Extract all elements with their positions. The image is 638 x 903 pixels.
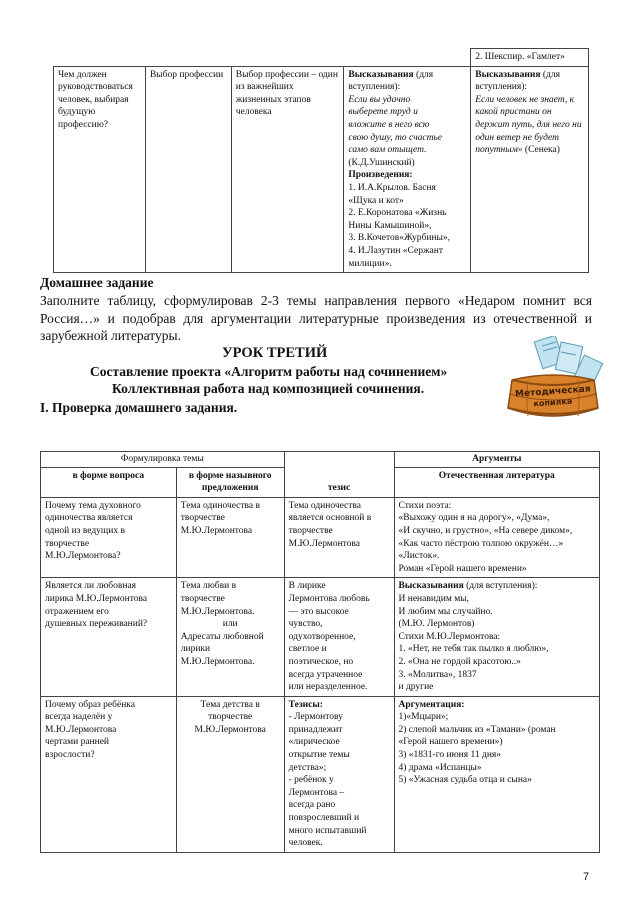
as-question-header: в форме вопроса [41,467,177,497]
project-title: Составление проекта «Алгоритм работы над сочинением» [90,364,448,379]
as-nominal-header: в форме назывного предложения [176,467,284,497]
quote-2: какой пристани он [475,107,552,118]
row3-arguments: Аргументация: 1)«Мцыри»; 2) слепой мальчик из «Тамани» (роман «Герой нашего времени») 3) «1831-го июня 11 дня» 4) драма «Испанцы» 5) «Ужасная судьба отца и сына» [394,696,600,852]
quote-2: выберете труд и [348,107,418,118]
row3-question: Почему образ ребёнка всегда наделён у М.Ю.Лермонтова чертами ранней взрослости? [41,696,177,852]
row1-arguments: Стихи поэта: «Выхожу один я на дорогу», «Дума», «И скучно, и грустно», «На севере диком», «Как часто пёстрою толпою окружён…» «Листок». Роман «Герой нашего времени» [394,497,600,578]
domestic-lit-header: Отечественная литература [394,467,600,497]
row1-thesis: Тема одиночества является основной в творчестве М.Ю.Лермонтова [284,497,394,578]
row2-arguments: Высказывания (для вступления): И ненавидим мы, И любим мы случайно. (М.Ю. Лермонтов) Стихи М.Ю.Лермонтова: 1. «Нет, не тебя так пылко я люблю», 2. «Она не гордой красотою..» 3. «Молитва», 1837 и другие [394,578,600,696]
quotes-note: (для вступления): [475,69,560,93]
row2-nominal: Тема любви в творчестве М.Ю.Лермонтова. или Адресаты любовной лирики М.Ю.Лермонтова. [176,578,284,696]
work-line: 4. И.Лазутин «Сержант [348,245,443,256]
arguments-header: Аргументы [394,452,600,468]
career-question-cell: Чем должен руководствоваться человек, выбирая будущую профессию? [54,66,146,273]
lesson-title: УРОК ТРЕТИЙ [222,345,328,361]
career-domestic-cell [344,66,471,273]
work-line: 3. В.Кочетов«Журбины», [348,233,451,244]
page-number: 7 [583,871,590,883]
quote-1: Если человек не знает, к [475,94,575,105]
works-label: Произведения: [348,170,413,181]
work-line: милиции». [348,258,392,269]
barrel-label-1: Методическая [514,384,591,400]
quotes-label: Высказывания [348,69,414,80]
barrel-illustration [498,336,608,436]
homework-text: Заполните таблицу, сформулировав 2-3 темы направления первого «Недаром помнит вся Россия…» и подобрав для аргументации литературные произведения из отечественной и зарубежной литературы. [40,293,592,343]
row1-nominal: Тема одиночества в творчестве М.Ю.Лермонтова [176,497,284,578]
quote-5: попутным» [475,145,523,156]
work-line: «Щука и кот» [348,195,404,206]
quote-4: один ветер не будет [475,132,559,143]
quotes-label: Высказывания [475,69,541,80]
section-title: I. Проверка домашнего задания. [40,400,238,415]
quotes-note: (для вступления): [348,69,434,93]
quote-author: (Сенека) [524,145,560,156]
quote-4: свою душу, то счастье [348,132,442,143]
quote-5: само вам отыщет. [348,145,427,156]
thesis-header: тезис [284,452,394,498]
row3-nominal: Тема детства в творчестве М.Ю.Лермонтова [176,696,284,852]
career-thesis-cell: Выбор профессии – один из важнейших жизненных этапов человека [231,66,344,273]
row3-thesis: Тезисы: - Лермонтову принадлежит «лирическое открытие темы детства»; - ребёнок у Лермонтова – всегда рано повзрослевший и много испытавший человек. [284,696,394,852]
row1-question: Почему тема духовного одиночества является одной из ведущих в творчестве М.Ю.Лермонтова? [41,497,177,578]
blank-header [54,49,471,67]
quote-author: (К.Д.Ушинский) [348,157,415,168]
topic-wording-header: Формулировка темы [41,452,285,468]
row2-thesis: В лирике Лермонтова любовь — это высокое чувство, одухотворенное, светлое и поэтическое, но всегда утраченное или неразделенное. [284,578,394,696]
row2-question: Является ли любовная лирика М.Ю.Лермонтова отражением его душевных переживаний? [41,578,177,696]
career-topic-cell: Выбор профессии [145,66,231,273]
topics-table [40,451,600,853]
quote-1: Если вы удачно [348,94,411,105]
work-line: 2. Е.Коронатова «Жизнь [348,208,447,219]
work-line: Нины Камышиной», [348,220,432,231]
quote-3: вложите в него всю [348,119,430,130]
career-table [53,48,589,273]
work-line: 1. И.А.Крылов. Басня [348,182,436,193]
career-foreign-cell [471,66,589,273]
project-subtitle: Коллективная работа над композицией сочинения. [112,381,425,396]
header-right-cell: 2. Шекспир. «Гамлет» [471,49,589,67]
homework-title: Домашнее задание [40,275,154,290]
barrel-label-2: копилка [533,396,573,409]
quote-3: держит путь, для него ни [475,119,582,130]
